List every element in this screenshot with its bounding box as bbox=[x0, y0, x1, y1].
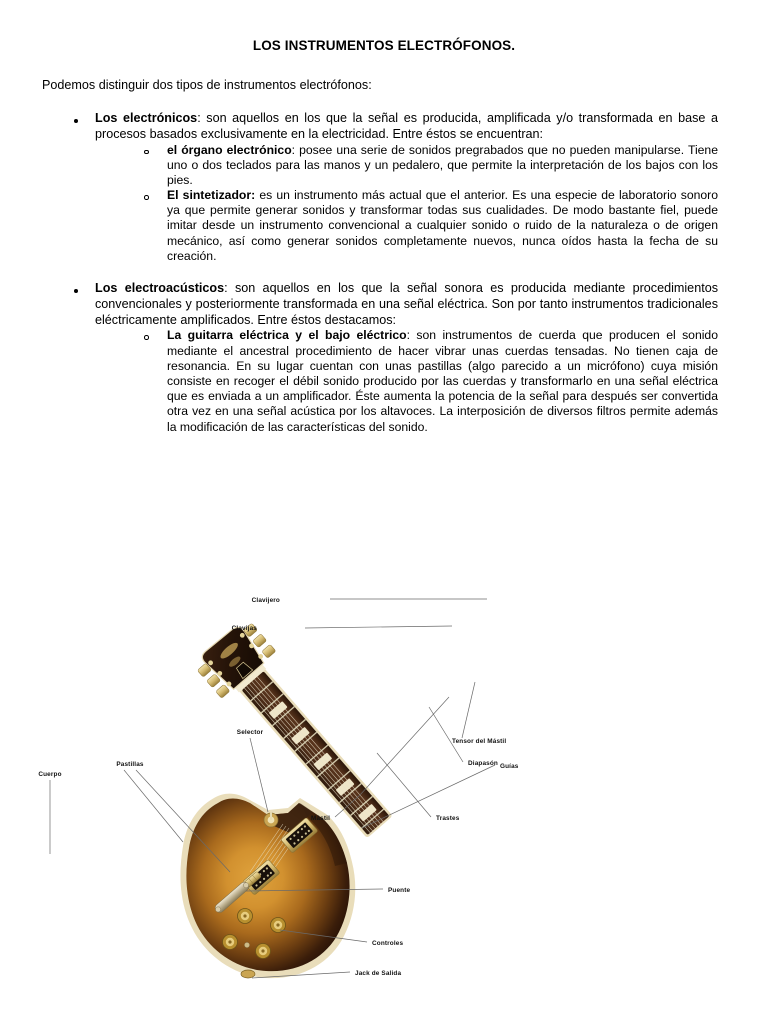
list-level-1 bbox=[0, 111, 768, 435]
leader-clavijas bbox=[305, 626, 452, 628]
jack-plate-screw bbox=[244, 942, 249, 947]
sep-organo: : bbox=[291, 142, 300, 157]
paragraph-electroacusticos bbox=[95, 281, 718, 328]
sep-electroacusticos: : bbox=[224, 281, 235, 296]
sep-guitarra: : bbox=[406, 328, 417, 343]
label-puente: Puente bbox=[388, 887, 411, 894]
label-mastil: Mástil bbox=[310, 815, 330, 822]
body-electronicos: son aquellos en los que la señal es producida, amplificada y/o transformada en base a procesos basados exclusivamente en la electricidad. Entre éstos se encuentran: bbox=[95, 110, 718, 141]
knob-tone-2 bbox=[256, 944, 271, 959]
paragraph-sintetizador bbox=[167, 188, 718, 264]
knob-volume-1 bbox=[238, 909, 253, 924]
list-item-guitarra bbox=[141, 328, 718, 434]
label-diapason: Diapasón bbox=[468, 760, 498, 767]
label-pastillas: Pastillas bbox=[116, 761, 144, 768]
label-clavijas: Clavijas bbox=[231, 625, 257, 632]
intro-paragraph: Podemos distinguir dos tipos de instrumentos electrófonos: bbox=[42, 78, 372, 93]
paragraph-guitarra bbox=[167, 328, 718, 434]
term-electronicos: Los electrónicos bbox=[95, 110, 198, 125]
leader-selector bbox=[250, 738, 268, 812]
term-organo: el órgano electrónico bbox=[167, 142, 292, 157]
leader-guias bbox=[362, 765, 495, 828]
list-item-organo bbox=[141, 143, 718, 189]
label-tensor: Tensor del Mástil bbox=[452, 738, 507, 745]
leader-pastillas-1 bbox=[124, 770, 183, 842]
paragraph-electronicos bbox=[95, 111, 718, 143]
body-organo: posee una serie de sonidos pregrabados que no pueden manipularse. Tiene uno o dos teclados para las manos y un pedalero, que permite la interpretación de los bajos con los pies. bbox=[167, 142, 718, 187]
body-guitarra: son instrumentos de cuerda que producen el sonido mediante el ancestral procedimiento de hacer vibrar unas cuerdas tensadas. No tienen caja de resonancia. En su lugar cuentan con unas pastillas (algo parecido a un micrófono) cuya misión consiste en recoger el débil sonido producido por las cuerdas y transformarlo en una señal eléctrica que es enviada a un amplificador. Éste aumenta la potencia de la señal para después ser convertida otra vez en una señal acústica por los altavoces. La interposición de diversos filtros permite además la modificación de las características del sonido. bbox=[167, 328, 718, 434]
body-sintetizador: es un instrumento más actual que el anterior. Es una especie de laboratorio sonoro ya que permite generar sonidos y transformar todas sus cualidades. De modo bastante fiel, puede imitar desde un instrumento convencional a cualquier sonido o ruido de la naturaleza o de origen mecánico, así como generar sonidos completamente nuevos, nunca oídos hasta la fecha de su creación. bbox=[167, 188, 718, 263]
output-jack bbox=[241, 970, 255, 978]
label-trastes: Trastes bbox=[436, 815, 460, 822]
leader-diapason bbox=[429, 707, 463, 762]
label-cuerpo: Cuerpo bbox=[38, 771, 62, 778]
label-jack-salida: Jack de Salida bbox=[355, 970, 402, 977]
label-guias: Guías bbox=[500, 763, 519, 770]
list-item-electronicos bbox=[72, 111, 718, 264]
guitar-diagram-figure bbox=[0, 586, 768, 1006]
paragraph-organo bbox=[167, 143, 718, 189]
sep-electronicos: : bbox=[197, 110, 207, 125]
label-clavijero: Clavijero bbox=[251, 597, 280, 604]
list-level-2-electroacusticos bbox=[95, 328, 718, 434]
label-controles: Controles bbox=[372, 940, 404, 947]
term-electroacusticos: Los electroacústicos bbox=[95, 281, 225, 296]
leader-tensor bbox=[462, 682, 475, 738]
body-electroacusticos: son aquellos en los que la señal sonora es producida mediante procedimientos convencionales y posteriormente transformada en una señal eléctrica. Son por tanto instrumentos tradicionales eléctricamente amplificados. Entre éstos destacamos: bbox=[95, 281, 718, 327]
knob-tone-1 bbox=[223, 935, 238, 950]
list-level-2-electronicos bbox=[95, 143, 718, 265]
list-item-electroacusticos bbox=[72, 281, 718, 435]
document-page bbox=[0, 38, 768, 1032]
page-title: LOS INSTRUMENTOS ELECTRÓFONOS. bbox=[252, 38, 516, 53]
list-item-sintetizador bbox=[141, 188, 718, 264]
term-sintetizador: El sintetizador: bbox=[167, 188, 256, 203]
label-selector: Selector bbox=[236, 729, 264, 736]
term-guitarra: La guitarra eléctrica y el bajo eléctrico bbox=[167, 328, 407, 343]
